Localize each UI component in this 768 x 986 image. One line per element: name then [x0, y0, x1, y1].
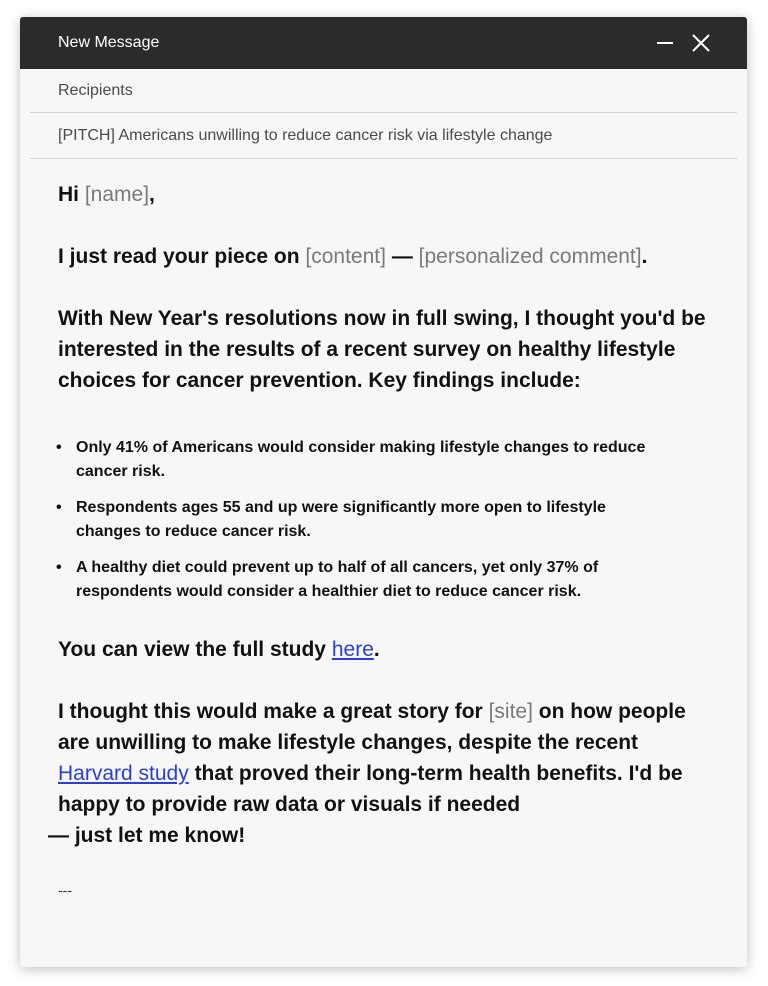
signature-separator: ---: [58, 882, 72, 898]
read-prefix: I just read your piece on: [58, 245, 300, 268]
greeting-hi: Hi: [58, 183, 79, 206]
bullet-icon: •: [56, 439, 62, 456]
greeting-comma: ,: [149, 183, 155, 206]
list-item: [56, 436, 707, 484]
story-suffix: that proved their long-term health benefits. I'd be happy to provide raw data or visuals if needed: [58, 762, 683, 816]
site-placeholder: [site]: [488, 700, 533, 723]
finding-text: Respondents ages 55 and up were significantly more open to lifestyle changes to reduce cancer risk.: [76, 499, 606, 540]
intro-paragraph: With New Year's resolutions now in full swing, I thought you'd be interested in the results of a recent survey on healthy lifestyle choices for cancer prevention. Key findings include:: [58, 307, 706, 392]
message-body[interactable]: [20, 159, 747, 898]
compose-titlebar: [20, 17, 747, 69]
read-dash: —: [391, 245, 413, 268]
content-placeholder: [content]: [305, 245, 386, 268]
story-prefix: I thought this would make a great story for: [58, 700, 483, 723]
finding-text: A healthy diet could prevent up to half of all cancers, yet only 37% of respondents would consider a healthier diet to reduce cancer risk.: [76, 559, 599, 600]
subject-field[interactable]: [30, 113, 737, 159]
compose-window: [20, 17, 747, 967]
recipients-field[interactable]: [30, 69, 737, 113]
list-item: [56, 556, 707, 604]
name-placeholder: [name]: [84, 183, 150, 206]
story-last-line: — just let me know!: [48, 824, 246, 847]
comment-placeholder: [personalized comment]: [418, 245, 642, 268]
list-item: [56, 496, 707, 544]
minimize-icon[interactable]: [655, 33, 675, 53]
findings-list: [56, 436, 707, 604]
bullet-icon: •: [56, 559, 62, 576]
recipients-placeholder: Recipients: [58, 81, 133, 99]
study-link[interactable]: here: [331, 638, 374, 661]
subject-text: [PITCH] Americans unwilling to reduce cancer risk via lifestyle change: [58, 126, 553, 144]
finding-text: Only 41% of Americans would consider making lifestyle changes to reduce cancer risk.: [76, 439, 646, 480]
read-line: [58, 241, 707, 272]
bullet-icon: •: [56, 499, 62, 516]
window-title: New Message: [58, 34, 160, 51]
story-paragraph: [58, 696, 707, 820]
window-controls: [655, 33, 711, 53]
study-period: .: [373, 638, 380, 661]
read-period: .: [641, 245, 648, 268]
study-prefix: You can view the full study: [58, 638, 326, 661]
greeting: [58, 179, 707, 210]
story-mid: on how people are unwilling to make lifestyle changes, despite the recent: [58, 700, 686, 754]
study-line: [58, 634, 707, 665]
harvard-study-link[interactable]: Harvard study: [58, 762, 189, 785]
close-icon[interactable]: [691, 33, 711, 53]
